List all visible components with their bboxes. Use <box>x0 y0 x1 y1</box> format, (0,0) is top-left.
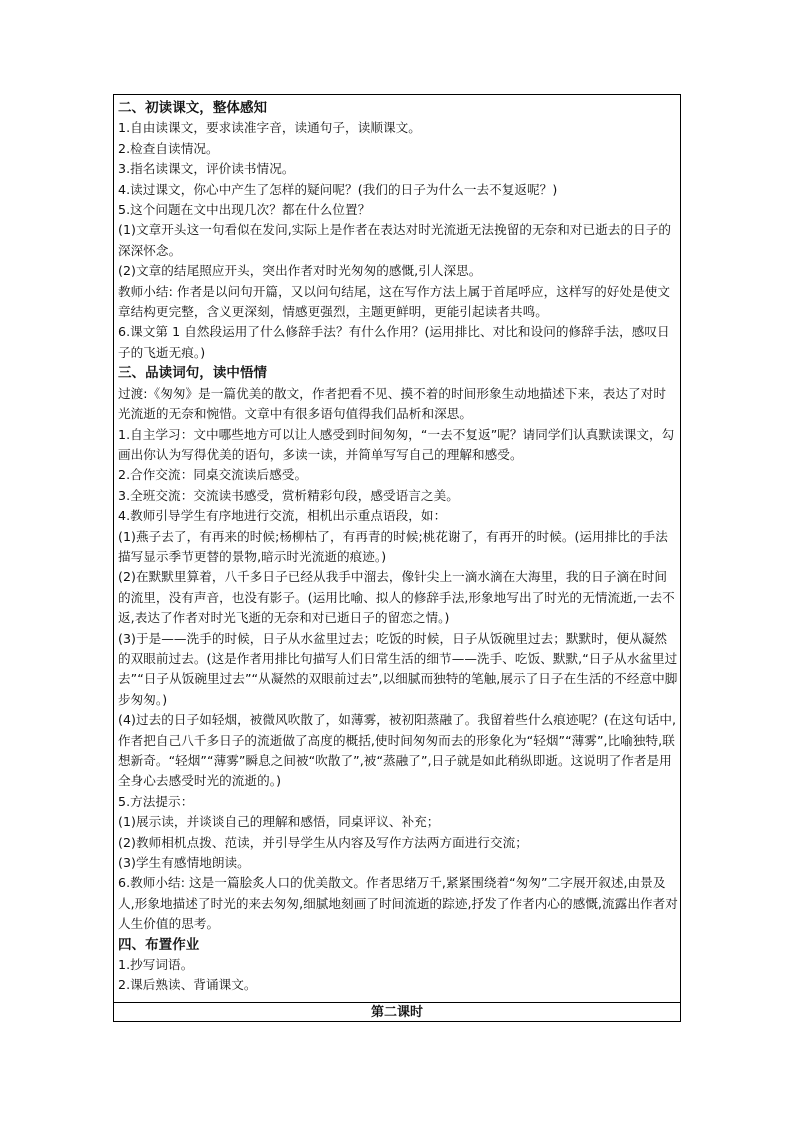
paragraph: 5.方法提示： <box>118 793 194 809</box>
paragraph: 过渡:《匆匆》是一篇优美的散文，作者把看不见、摸不着的时间形象生动地描述下来，表达了对时光流逝的无奈和惋惜。文章中有很多语句值得我们品析和深思。 <box>118 385 666 422</box>
paragraph: 6.课文第 1 自然段运用了什么修辞手法？有什么作用？(运用排比、对比和设问的修辞手法，感叹日子的飞逝无痕。) <box>118 324 670 360</box>
paragraph: (2)在默默里算着，八千多日子已经从我手中溜去，像针尖上一滴水滴在大海里，我的日子滴在时间的流里，没有声音，也没有影子。(运用比喻、拟人的修辞手法,形象地写出了时光的无情流逝,一去不返,表达了作者对时光飞逝的无奈和对已逝日子的留恋之情。) <box>118 569 675 626</box>
table-row-divider <box>114 1002 680 1003</box>
paragraph: (1)燕子去了，有再来的时候;杨柳枯了，有再青的时候;桃花谢了，有再开的时候。(运用排比的手法描写显示季节更替的景物,暗示时光流逝的痕迹。) <box>118 528 668 564</box>
paragraph: 3.指名读课文，评价读书情况。 <box>118 161 295 177</box>
paragraph: 1.自主学习：文中哪些地方可以让人感受到时间匆匆，“一去不复返”呢？请同学们认真默读课文，勾画出你认为写得优美的语句，多读一读，并简单写写自己的理解和感受。 <box>118 426 675 462</box>
paragraph: (2)文章的结尾照应开头，突出作者对时光匆匆的感慨,引人深思。 <box>118 263 482 279</box>
section-heading: 二、初读课文，整体感知 <box>118 100 268 116</box>
paragraph: 2.合作交流：同桌交流读后感受。 <box>118 467 308 483</box>
section-heading: 三、品读词句，读中悟情 <box>118 365 268 382</box>
paragraph: (1)文章开头这一句看似在发问,实际上是作者在表达对时光流逝无法挽留的无奈和对已逝去的日子的深深怀念。 <box>118 222 672 258</box>
paragraph: 6.教师小结: 这是一篇脍炙人口的优美散文。作者思绪万千,紧紧围绕着“匆匆”二字展开叙述,由景及人,形象地描述了时光的来去匆匆,细腻地刻画了时间流逝的踪迹,抒发了作者内心的感慨,流露出作者对人生价值的思考。 <box>118 875 678 932</box>
paragraph: (1)展示读，并谈谈自己的理解和感悟，同桌评议、补充； <box>118 814 440 830</box>
lesson-plan-table <box>113 94 681 1022</box>
section-heading: 四、布置作业 <box>118 936 200 953</box>
paragraph: (2)教师相机点拨、范读，并引导学生从内容及写作方法两方面进行交流； <box>118 834 528 850</box>
paragraph: 2.检查自读情况。 <box>118 140 219 156</box>
next-lesson-title: 第二课时 <box>370 1005 423 1020</box>
paragraph: 2.课后熟读、背诵课文。 <box>118 977 257 993</box>
paragraph: 4.读过课文，你心中产生了怎样的疑问呢？(我们的日子为什么一去不复返呢？) <box>118 181 558 197</box>
paragraph: 3.全班交流：交流读书感受，赏析精彩句段，感受语言之美。 <box>118 487 459 503</box>
paragraph: 教师小结: 作者是以问句开篇，又以问句结尾，这在写作方法上属于首尾呼应，这样写的好处是使文章结构更完整，含义更深刻，情感更强烈，主题更鲜明，更能引起读者共鸣。 <box>118 283 671 320</box>
paragraph: 5.这个问题在文中出现几次？都在什么位置？ <box>118 202 371 218</box>
paragraph: 1.抄写词语。 <box>118 957 194 973</box>
paragraph: (3)于是——洗手的时候，日子从水盆里过去；吃饭的时候，日子从饭碗里过去；默默时，便从凝然的双眼前过去。(这是作者用排比句描写人们日常生活的细节——洗手、吃饭、默默,“日子从水盆里过去”“日子从饭碗里过去”“从凝然的双眼前过去”,以细腻而独特的笔触,展示了日子在生活的不经意中脚步匆匆。) <box>118 630 678 707</box>
paragraph: (4)过去的日子如轻烟，被微风吹散了，如薄雾，被初阳蒸融了。我留着些什么痕迹呢？(在这句话中,作者把自己八千多日子的流逝做了高度的概括,使时间匆匆而去的形象化为“轻烟”“薄雾”,比喻独特,联想新奇。“轻烟”“薄雾”瞬息之间被“吹散了”,被“蒸融了”,日子就是如此稍纵即逝。这说明了作者是用全身心去感受时光的流逝的。) <box>118 712 677 789</box>
paragraph: 4.教师引导学生有序地进行交流，相机出示重点语段，如： <box>118 508 447 524</box>
paragraph: (3)学生有感情地朗读。 <box>118 855 250 871</box>
paragraph: 1.自由读课文，要求读准字音，读通句子，读顺课文。 <box>118 120 421 136</box>
lesson-content <box>118 98 678 996</box>
